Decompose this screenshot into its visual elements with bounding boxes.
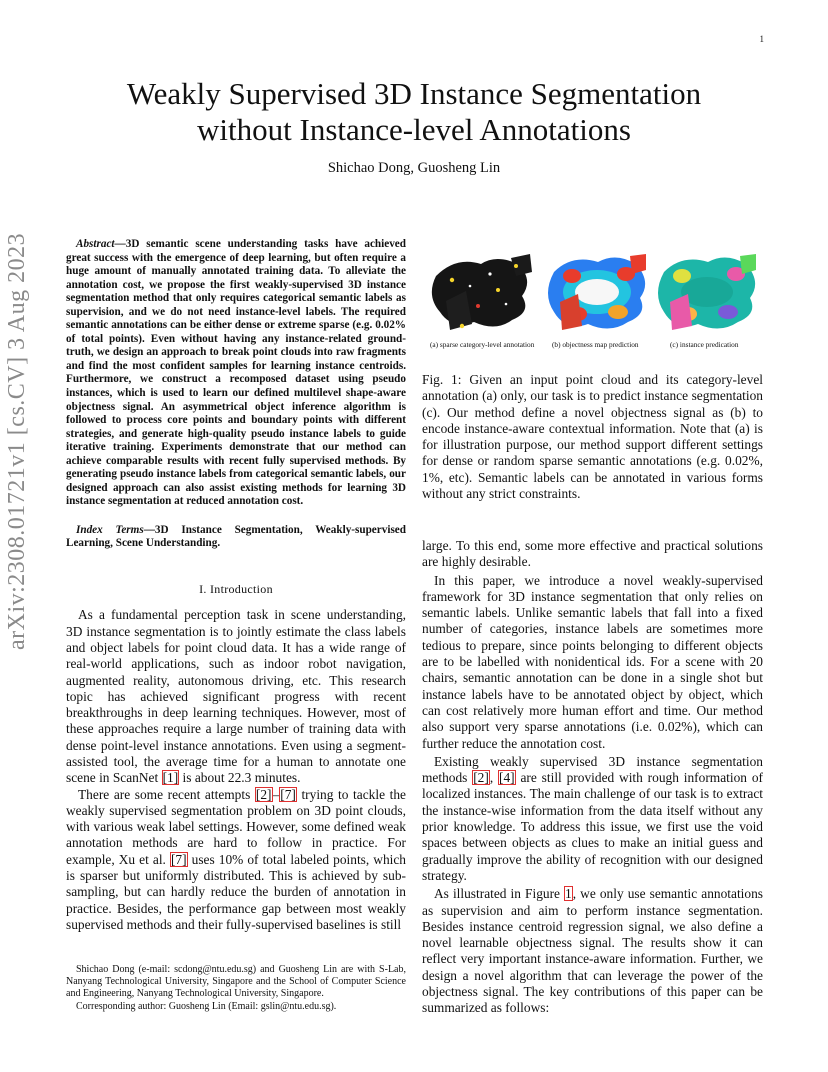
abstract-label: Abstract bbox=[76, 238, 115, 250]
footnote-affiliation: Shichao Dong (e-mail: scdong@ntu.edu.sg) and Guosheng Lin are with S-Lab, Nanyang Technological University, Singapore and the School of Computer Science and Engineering, Nanyang Technological University, Singapore. bbox=[66, 964, 406, 1000]
right-column bbox=[422, 538, 763, 1017]
section-heading-introduction: I. Introduction bbox=[199, 582, 273, 597]
citation-link-4[interactable]: [4] bbox=[499, 770, 515, 786]
citation-dash: – bbox=[272, 786, 280, 802]
subcaption-b: (b) objectness map prediction bbox=[552, 340, 639, 349]
right-paragraph-1: In this paper, we introduce a novel weakly-supervised framework for 3D instance segmentation that only relies on semantic labels. Unlike semantic labels that fall into a fixed number of categories, instance labels are sometimes more tedious to prepare, since points belonging to different objects are to be labelled with nonidentical ids. For a scene with 20 chairs, semantic annotation can be done in a single shot but instance labels have to be annotated object by object, which can cost relatively more human effort and time. Our method also support very sparse annotations (i.e. 0.02%), which can further reduce the annotation cost. bbox=[422, 572, 763, 751]
right-text-2b: are still provided with rough information of localized instances. The main challenge of our task is to extract the instance-wise information from the data itself without any prior knowledge. To address this issue, we first use the void spaces between objects as clues to make an initial guess and gradually improve the ability of recognition with our designed strategy. bbox=[422, 770, 763, 883]
index-terms bbox=[66, 524, 406, 551]
arxiv-stamp[interactable]: arXiv:2308.01721v1 [cs.CV] 3 Aug 2023 bbox=[4, 232, 30, 650]
citation-link-7[interactable]: [7] bbox=[280, 786, 296, 802]
left-column bbox=[66, 238, 406, 933]
objectness-map-image bbox=[542, 246, 652, 338]
abstract-text: —3D semantic scene understanding tasks have achieved great success with the emergence of deep learning, but often require a huge amount of manually annotated training data. To alleviate the annotation cost, we propose the first weakly-supervised 3D instance segmentation method that only requires categorical semantic labels as supervision, and we do not need instance-level labels. The required semantic annotations can be either dense or extreme sparse (e.g. 0.02% of total points). Even without having any instance-related ground-truth, we design an approach to break point clouds into raw fragments and find the most confident samples for learning instance centroids. Furthermore, we construct a recomposed dataset using pseudo instances, which is used to learn our defined multilevel shape-aware objectness signal. An asymmetrical object inference algorithm is followed to process core points and boundary points with different strategies, and generate high-quality pseudo instance labels to guide iterative training. Experiments demonstrate that our method can achieve comparable results with recent fully supervised methods. By generating pseudo instance labels from categorical semantic labels, our designed approach can also assist existing methods for learning 3D instance segmentation at reduced annotation cost. bbox=[66, 238, 406, 508]
figure-link-1[interactable]: 1 bbox=[565, 886, 572, 902]
intro-text-1a: As a fundamental perception task in scene understanding, 3D instance segmentation is to jointly estimate the class labels and object labels for point cloud data. It has a wide range of real-world applications, such as indoor robot navigation, augmented reality, autonomous driving, etc. This research topic has achieved significant progress with recent breakthroughs in deep learning techniques. However, most of these approaches require a large number of training data with dense point-level instance annotations. Even using a segment-assisted tool, the average time for a human to annotate one scene in ScanNet bbox=[66, 607, 406, 786]
footnote-corresponding: Corresponding author: Guosheng Lin (Email: gslin@ntu.edu.sg). bbox=[76, 1000, 337, 1012]
citation-link-7b[interactable]: [7] bbox=[170, 851, 187, 867]
instance-prediction-image bbox=[652, 246, 762, 338]
intro-text-1b: is about 22.3 minutes. bbox=[179, 770, 301, 786]
intro-text-2b: trying to tackle the weakly supervised segmentation problem on 3D point clouds, with various weak label settings. However, some defined weak annotation methods are hard to follow in practice. For example, Xu et al. bbox=[66, 786, 406, 867]
index-terms-text: —3D Instance Segmentation, Weakly-supervised Learning, Scene Understanding. bbox=[66, 523, 406, 550]
citation-link-1[interactable]: [1] bbox=[162, 770, 179, 786]
intro-text-2a: There are some recent attempts bbox=[78, 786, 255, 802]
right-paragraph-2 bbox=[422, 754, 763, 884]
right-text-3b: , we only use semantic annotations as supervision and aim to perform instance segmentation. Besides instance centroid regression signal, we also define a novel learnable objectness signal. The results show it can reflect very important instance-aware information. Further, we design a novel algorithm that can leverage the power of the objectness signal. The key contributions of this paper can be summarized as follows: bbox=[422, 886, 763, 1016]
citation-link-2b[interactable]: [2] bbox=[473, 770, 489, 786]
paper-title bbox=[40, 76, 788, 148]
right-text-2a: Existing weakly supervised 3D instance segmentation methods bbox=[422, 753, 763, 786]
footnote bbox=[66, 964, 406, 1013]
right-text-comma: , bbox=[489, 770, 499, 786]
intro-text-2c: uses 10% of total labeled points, which is sparser but uniformly distributed. This is achieved by sub-sampling, but can hardly reduce the burden of annotation in practice. Besides, the performance gap between most weakly supervised methods and their fully-supervised baselines is still bbox=[66, 851, 407, 932]
abstract bbox=[66, 238, 406, 509]
right-paragraph-0: large. To this end, some more effective and practical solutions are highly desirable. bbox=[422, 538, 763, 570]
title-line-2: without Instance-level Annotations bbox=[197, 112, 631, 147]
authors: Shichao Dong, Guosheng Lin bbox=[327, 160, 501, 176]
title-line-1: Weakly Supervised 3D Instance Segmentation bbox=[126, 76, 702, 111]
citation-link-2[interactable]: [2] bbox=[255, 786, 272, 802]
subcaption-c: (c) instance predication bbox=[670, 340, 739, 349]
page-number: 1 bbox=[759, 34, 764, 44]
subcaption-a: (a) sparse category-level annotation bbox=[430, 340, 535, 349]
right-paragraph-3 bbox=[422, 886, 763, 1016]
figure-1 bbox=[426, 246, 762, 356]
intro-paragraph-2 bbox=[66, 787, 406, 934]
intro-paragraph-1 bbox=[66, 607, 406, 786]
right-text-3a: As illustrated in Figure bbox=[434, 886, 565, 902]
index-terms-label: Index Terms bbox=[76, 523, 144, 536]
point-cloud-sparse-annotation-image bbox=[426, 246, 538, 338]
figure-1-caption: Fig. 1: Given an input point cloud and its category-level annotation (a) only, our task is to predict instance segmentation (c). Our method define a novel objectness signal as (b) to encode instance-aware contextual information. Note that (a) is for illustration purpose, our method support different settings for dense or random sparse semantic annotations (e.g. 0.02%, 1%, etc). Semantic labels can be annotated in various forms without any strict constraints. bbox=[422, 372, 763, 502]
